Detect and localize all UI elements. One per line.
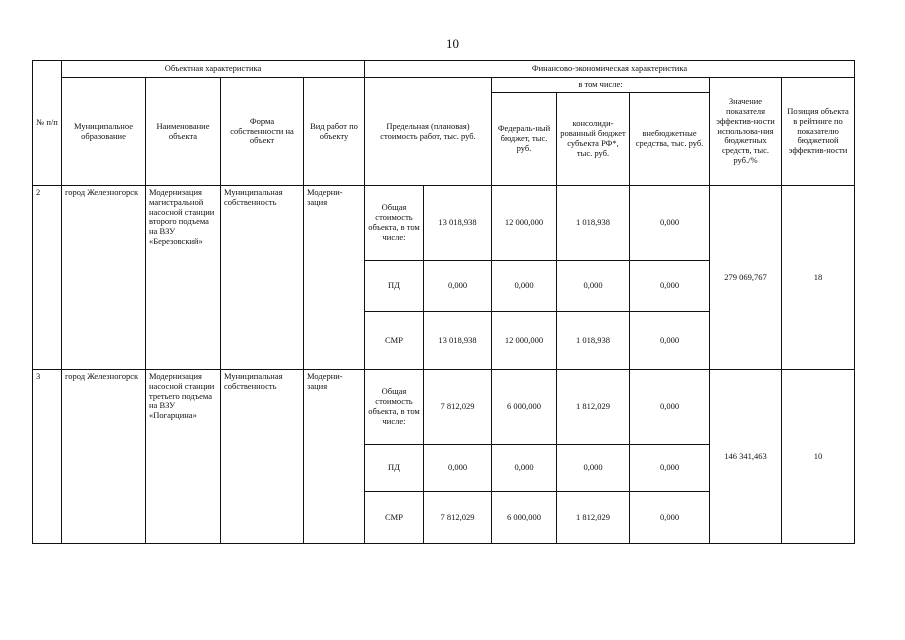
sub-federal: 12 000,000 <box>492 312 557 370</box>
sub-total: 7 812,029 <box>424 370 492 445</box>
header-efficiency-value: Значение показателя эффектив-ности использова-ния бюджетных средств, тыс. руб./% <box>710 78 782 186</box>
header-work-type: Вид работ по объекту <box>304 78 365 186</box>
sub-consolidated: 1 812,029 <box>557 492 630 544</box>
table-row <box>33 370 855 445</box>
sub-federal: 6 000,000 <box>492 492 557 544</box>
sub-federal: 0,000 <box>492 445 557 492</box>
row-ownership: Муниципальная собственность <box>221 186 304 370</box>
sub-label: Общая стоимость объекта, в том числе: <box>365 186 424 261</box>
row-num: 3 <box>33 370 62 544</box>
sub-extra: 0,000 <box>630 370 710 445</box>
table-row <box>33 186 855 261</box>
sub-extra: 0,000 <box>630 445 710 492</box>
sub-label: Общая стоимость объекта, в том числе: <box>365 370 424 445</box>
sub-extra: 0,000 <box>630 312 710 370</box>
sub-extra: 0,000 <box>630 261 710 312</box>
sub-extra: 0,000 <box>630 492 710 544</box>
row-work-type: Модерни-зация <box>304 186 365 370</box>
row-municipality: город Железногорск <box>62 370 146 544</box>
sub-consolidated: 1 018,938 <box>557 186 630 261</box>
header-object-name: Наименование объекта <box>146 78 221 186</box>
header-rating-position: Позиция объекта в рейтинге по показателю бюджетной эффектив-ности <box>782 78 855 186</box>
sub-label: СМР <box>365 492 424 544</box>
row-object-name: Модернизация магистральной насосной станции второго подъема на ВЗУ «Березовский» <box>146 186 221 370</box>
header-federal: Федераль-ный бюджет, тыс. руб. <box>492 93 557 186</box>
page-number: 10 <box>446 36 459 51</box>
header-num: № п/п <box>33 61 62 186</box>
sub-label: ПД <box>365 445 424 492</box>
sub-extra: 0,000 <box>630 186 710 261</box>
row-efficiency: 146 341,463 <box>710 370 782 544</box>
header-finance-group: Финансово-экономическая характеристика <box>365 61 855 78</box>
row-rating: 10 <box>782 370 855 544</box>
header-ownership: Форма собственности на объект <box>221 78 304 186</box>
sub-federal: 0,000 <box>492 261 557 312</box>
object-finance-table <box>32 60 855 544</box>
row-ownership: Муниципальная собственность <box>221 370 304 544</box>
sub-consolidated: 1 018,938 <box>557 312 630 370</box>
row-efficiency: 279 069,767 <box>710 186 782 370</box>
row-work-type: Модерни-зация <box>304 370 365 544</box>
sub-total: 7 812,029 <box>424 492 492 544</box>
header-municipality: Муниципальное образование <box>62 78 146 186</box>
sub-label: ПД <box>365 261 424 312</box>
sub-total: 0,000 <box>424 445 492 492</box>
sub-total: 13 018,938 <box>424 186 492 261</box>
sub-total: 0,000 <box>424 261 492 312</box>
row-object-name: Модернизация насосной станции третьего подъема на ВЗУ «Погарцина» <box>146 370 221 544</box>
sub-consolidated: 0,000 <box>557 445 630 492</box>
header-planned-cost: Предельная (плановая) стоимость работ, тыс. руб. <box>365 78 492 186</box>
header-object-group: Объектная характеристика <box>62 61 365 78</box>
sub-consolidated: 0,000 <box>557 261 630 312</box>
sub-federal: 12 000,000 <box>492 186 557 261</box>
row-num: 2 <box>33 186 62 370</box>
sub-total: 13 018,938 <box>424 312 492 370</box>
header-extrabudget: внебюджетные средства, тыс. руб. <box>630 93 710 186</box>
sub-consolidated: 1 812,029 <box>557 370 630 445</box>
header-consolidated: консолиди-рованный бюджет субъекта РФ*, тыс. руб. <box>557 93 630 186</box>
row-municipality: город Железногорск <box>62 186 146 370</box>
sub-label: СМР <box>365 312 424 370</box>
row-rating: 18 <box>782 186 855 370</box>
sub-federal: 6 000,000 <box>492 370 557 445</box>
header-including: в том числе: <box>492 78 710 93</box>
